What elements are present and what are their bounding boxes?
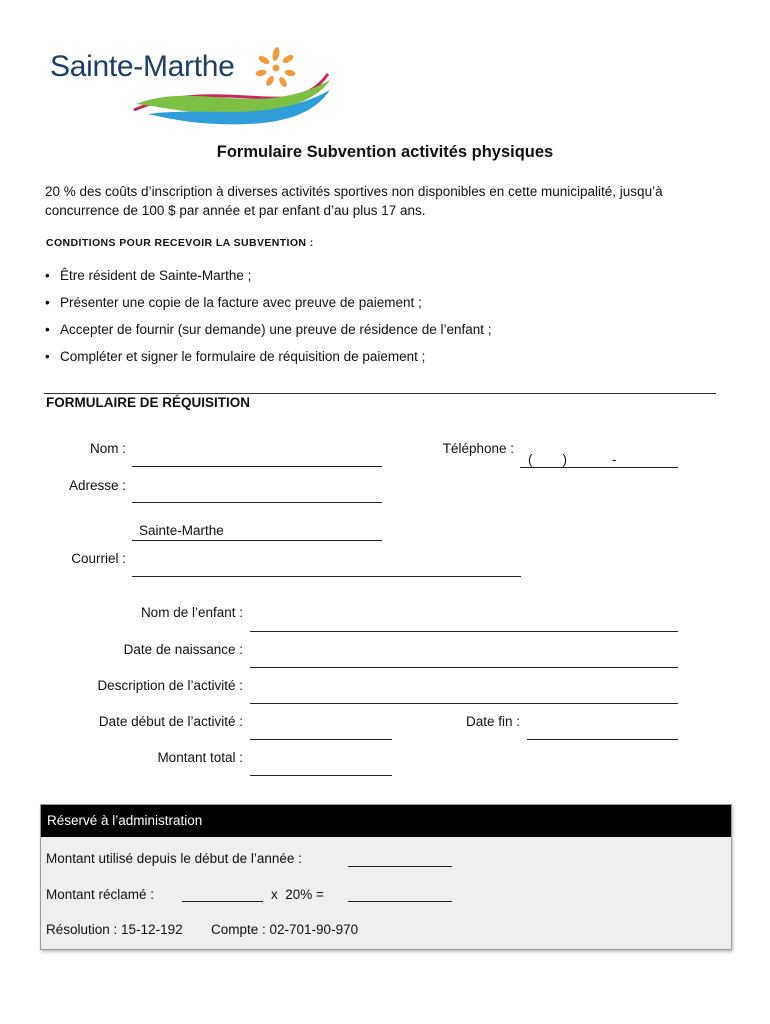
compte-text: Compte : 02-701-90-970: [211, 922, 359, 937]
intro-paragraph: 20 % des coûts d’inscription à diverses activités sportives non disponibles en cette municipalité, jusqu’à concurrence de 100 $ par année et par enfant d’au plus 17 ans.: [45, 184, 663, 218]
naissance-field[interactable]: [250, 667, 678, 668]
list-item: • Accepter de fournir (sur demande) une preuve de résidence de l’enfant ;: [45, 322, 492, 349]
logo-wordmark: Sainte-Marthe: [50, 50, 235, 83]
conditions-list: [45, 268, 492, 376]
adresse-city: Sainte-Marthe: [139, 523, 224, 538]
page-title: Formulaire Subvention activités physiques: [216, 143, 554, 161]
requisition-heading: FORMULAIRE DE RÉQUISITION: [46, 395, 251, 410]
courriel-label: Courriel :: [71, 551, 126, 566]
montant-total-label: Montant total :: [157, 750, 243, 765]
adresse-field[interactable]: [132, 502, 382, 503]
bullet-icon: •: [45, 295, 50, 310]
montant-utilise-field[interactable]: [348, 866, 452, 867]
nom-field[interactable]: [132, 466, 382, 467]
conditions-heading: CONDITIONS POUR RECEVOIR LA SUBVENTION :: [46, 237, 314, 249]
adresse-label: Adresse :: [68, 478, 126, 493]
montant-reclame-field[interactable]: [182, 901, 263, 902]
date-debut-label: Date début de l’activité :: [98, 714, 243, 729]
enfant-field[interactable]: [250, 631, 678, 632]
montant-reclame-label: Montant réclamé :: [46, 887, 155, 902]
section-divider: [44, 393, 716, 394]
enfant-label: Nom de l’enfant :: [140, 605, 243, 620]
telephone-label: Téléphone :: [442, 441, 514, 456]
courriel-field[interactable]: [132, 576, 521, 577]
list-item: • Être résident de Sainte-Marthe ;: [45, 268, 492, 295]
adresse-city-line[interactable]: [132, 540, 382, 541]
admin-header: [41, 805, 731, 837]
date-debut-field[interactable]: [250, 739, 392, 740]
bullet-icon: •: [45, 322, 50, 337]
description-label: Description de l’activité :: [97, 678, 243, 693]
bullet-icon: •: [45, 268, 50, 283]
description-field[interactable]: [250, 703, 678, 704]
resolution-text: Résolution : 15-12-192: [46, 922, 183, 937]
list-item: • Compléter et signer le formulaire de réquisition de paiement ;: [45, 349, 492, 376]
nom-label: Nom :: [89, 441, 126, 456]
montant-total-field[interactable]: [250, 775, 392, 776]
admin-panel: [40, 804, 732, 950]
naissance-label: Date de naissance :: [123, 642, 243, 657]
montant-utilise-label: Montant utilisé depuis le début de l’année :: [46, 851, 302, 866]
telephone-format: ( ) -: [528, 452, 617, 467]
montant-calcule-field[interactable]: [348, 901, 452, 902]
sainte-marthe-logo: [48, 40, 338, 128]
date-fin-label: Date fin :: [465, 714, 520, 729]
telephone-field[interactable]: [520, 467, 678, 468]
admin-title: Réservé à l’administration: [47, 813, 203, 828]
bullet-icon: •: [45, 349, 50, 364]
list-item: • Présenter une copie de la facture avec preuve de paiement ;: [45, 295, 492, 322]
multiplier-label: x 20% =: [271, 887, 324, 902]
date-fin-field[interactable]: [527, 739, 678, 740]
